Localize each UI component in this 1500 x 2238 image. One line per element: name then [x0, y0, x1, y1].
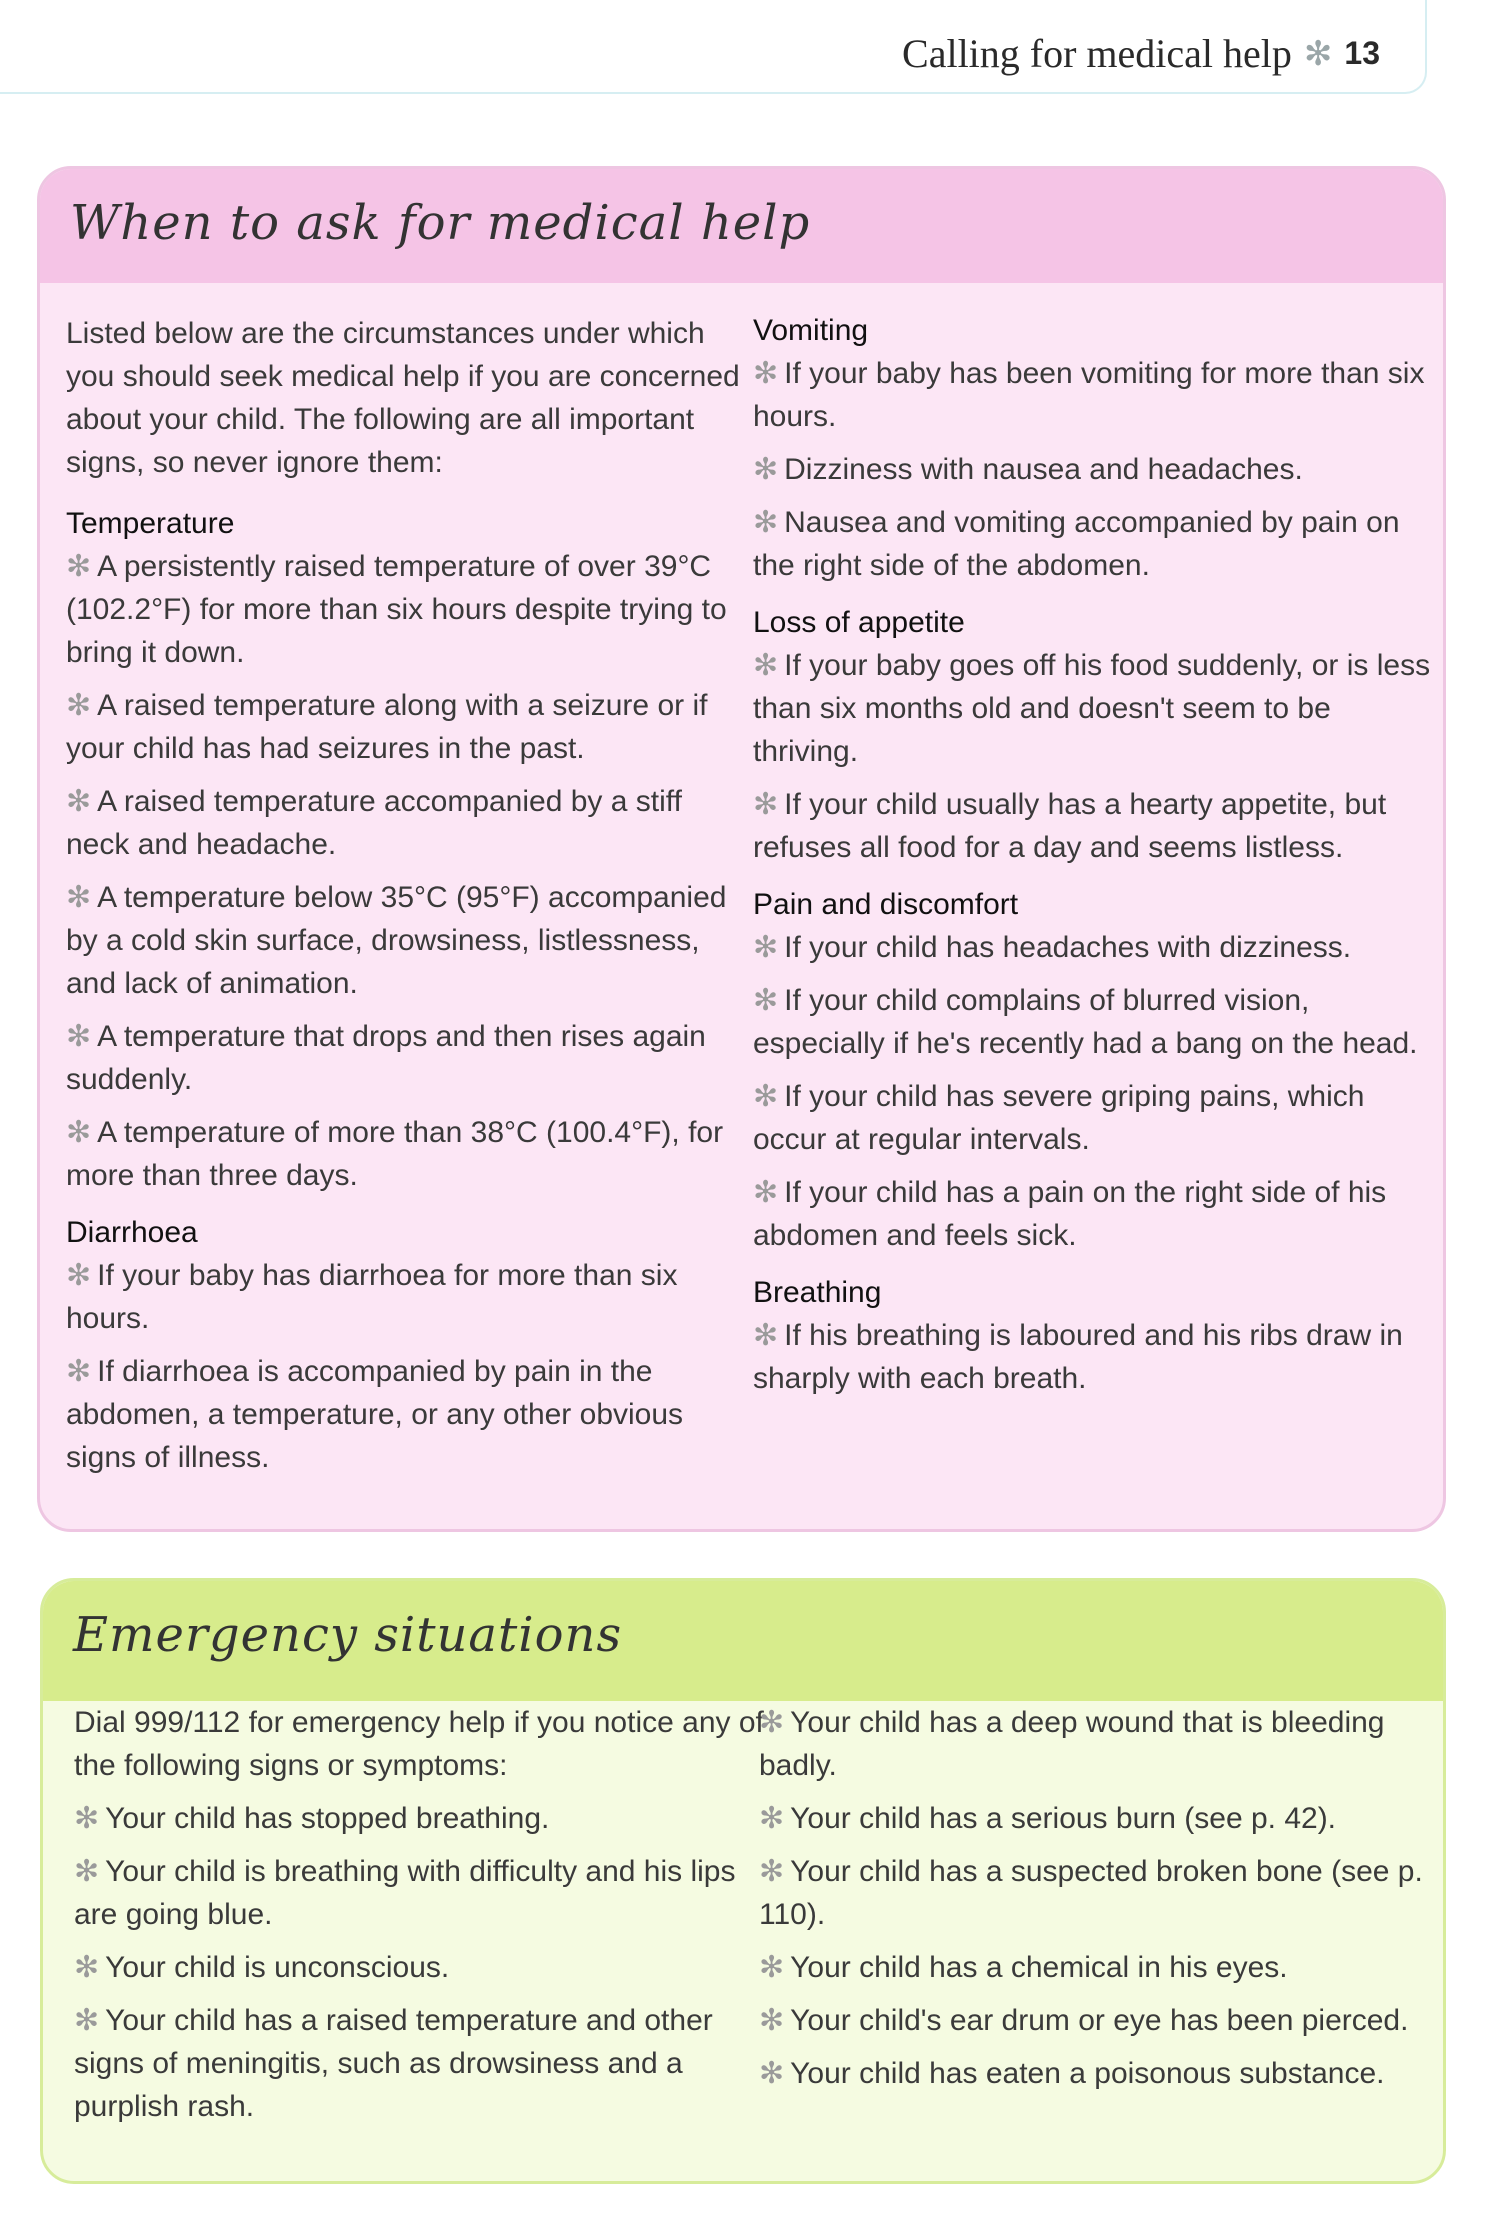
- list-item: ✻ If your baby goes off his food suddenly, or is less than six months old and doesn't seem to be thriving.: [753, 648, 1431, 768]
- asterisk-icon: ✻: [759, 1801, 785, 1836]
- asterisk-icon: ✻: [74, 1950, 100, 1985]
- asterisk-icon: ✻: [74, 1854, 100, 1889]
- asterisk-icon: ✻: [753, 1318, 779, 1353]
- asterisk-icon: ✻: [753, 1175, 779, 1210]
- asterisk-icon: ✻: [66, 1258, 92, 1293]
- asterisk-icon: ✻: [66, 549, 92, 584]
- asterisk-icon: ✻: [753, 983, 779, 1018]
- section-heading-temperature: Temperature: [66, 507, 235, 540]
- section-heading-vomiting: Vomiting: [753, 314, 869, 347]
- list-item: ✻ Your child has a deep wound that is bleeding badly.: [759, 1705, 1385, 1782]
- list-item: ✻ Your child has a chemical in his eyes.: [759, 1950, 1288, 1985]
- list-item: ✻ If your child has a pain on the right side of his abdomen and feels sick.: [753, 1175, 1387, 1252]
- list-item: ✻ Your child's ear drum or eye has been pierced.: [759, 2003, 1409, 2038]
- list-item: ✻ A temperature that drops and then rises again suddenly.: [66, 1019, 706, 1096]
- emergency-intro: Dial 999/112 for emergency help if you notice any of the following signs or symptoms:: [74, 1706, 764, 1782]
- list-item: ✻ If his breathing is laboured and his ribs draw in sharply with each breath.: [753, 1318, 1403, 1395]
- section-heading-pain-and-discomfort: Pain and discomfort: [753, 888, 1019, 921]
- medical-help-right-column: [753, 309, 1433, 1410]
- asterisk-icon: ✻: [66, 688, 92, 723]
- medical-help-panel-header: [40, 169, 1443, 283]
- asterisk-icon: ✻: [74, 1801, 100, 1836]
- list-item: ✻ Dizziness with nausea and headaches.: [753, 452, 1303, 487]
- page-number: 13: [1344, 35, 1380, 71]
- asterisk-icon: ✻: [753, 1079, 779, 1114]
- list-item: ✻ If your child complains of blurred vision, especially if he's recently had a bang on the head.: [753, 983, 1418, 1060]
- medical-help-panel: [37, 166, 1446, 1532]
- emergency-panel: [40, 1578, 1446, 2184]
- list-item: ✻ Your child has a suspected broken bone (see p. 110).: [759, 1854, 1423, 1931]
- asterisk-icon: ✻: [66, 1019, 92, 1054]
- list-item: ✻ A temperature below 35°C (95°F) accompanied by a cold skin surface, drowsiness, listlessness, and lack of animation.: [66, 880, 727, 1000]
- list-item: ✻ If your child usually has a hearty appetite, but refuses all food for a day and seems listless.: [753, 787, 1387, 864]
- list-item: ✻ Your child is unconscious.: [74, 1950, 450, 1985]
- list-item: ✻ Your child is breathing with difficulty and his lips are going blue.: [74, 1854, 736, 1931]
- page-header: [902, 30, 1380, 77]
- asterisk-icon: ✻: [753, 787, 779, 822]
- asterisk-icon: ✻: [753, 930, 779, 965]
- asterisk-icon: ✻: [74, 2003, 100, 2038]
- medical-help-intro: Listed below are the circumstances under which you should seek medical help if you are concerned about your child. The following are all important signs, so never ignore them:: [66, 317, 740, 479]
- emergency-title: Emergency situations: [73, 1607, 623, 1663]
- list-item: ✻ Your child has a serious burn (see p. 42).: [759, 1801, 1337, 1836]
- list-item: ✻ Nausea and vomiting accompanied by pain on the right side of the abdomen.: [753, 505, 1400, 582]
- list-item: ✻ Your child has a raised temperature and other signs of meningitis, such as drowsiness and a purplish rash.: [74, 2003, 713, 2123]
- list-item: ✻ If your baby has diarrhoea for more than six hours.: [66, 1258, 678, 1335]
- asterisk-icon: ✻: [753, 356, 779, 391]
- asterisk-icon: ✻: [66, 784, 92, 819]
- list-item: ✻ If your child has headaches with dizziness.: [753, 930, 1352, 965]
- asterisk-icon: ✻: [66, 880, 92, 915]
- list-item: ✻ A persistently raised temperature of over 39°C (102.2°F) for more than six hours despite trying to bring it down.: [66, 549, 727, 669]
- asterisk-icon: ✻: [753, 648, 779, 683]
- emergency-right-column: [759, 1701, 1439, 2105]
- asterisk-icon: ✻: [1303, 33, 1333, 74]
- section-heading-diarrhoea: Diarrhoea: [66, 1216, 198, 1249]
- list-item: ✻ Your child has eaten a poisonous substance.: [759, 2056, 1385, 2091]
- asterisk-icon: ✻: [759, 2056, 785, 2091]
- asterisk-icon: ✻: [759, 1705, 785, 1740]
- emergency-panel-header: [43, 1581, 1443, 1701]
- list-item: ✻ If your baby has been vomiting for more than six hours.: [753, 356, 1425, 433]
- asterisk-icon: ✻: [759, 1950, 785, 1985]
- list-item: ✻ A raised temperature along with a seizure or if your child has had seizures in the past.: [66, 688, 708, 765]
- running-title: Calling for medical help: [902, 31, 1292, 76]
- list-item: ✻ A temperature of more than 38°C (100.4°F), for more than three days.: [66, 1115, 724, 1192]
- asterisk-icon: ✻: [753, 452, 779, 487]
- asterisk-icon: ✻: [66, 1115, 92, 1150]
- list-item: ✻ A raised temperature accompanied by a stiff neck and headache.: [66, 784, 682, 861]
- list-item: ✻ If diarrhoea is accompanied by pain in the abdomen, a temperature, or any other obvious signs of illness.: [66, 1354, 684, 1474]
- list-item: ✻ Your child has stopped breathing.: [74, 1801, 550, 1836]
- asterisk-icon: ✻: [66, 1354, 92, 1389]
- list-item: ✻ If your child has severe griping pains, which occur at regular intervals.: [753, 1079, 1365, 1156]
- section-heading-loss-of-appetite: Loss of appetite: [753, 606, 965, 639]
- section-heading-breathing: Breathing: [753, 1276, 882, 1309]
- asterisk-icon: ✻: [753, 505, 779, 540]
- emergency-left-column: [74, 1701, 764, 2138]
- medical-help-title: When to ask for medical help: [70, 195, 811, 251]
- medical-help-left-column: [66, 312, 746, 1489]
- asterisk-icon: ✻: [759, 2003, 785, 2038]
- asterisk-icon: ✻: [759, 1854, 785, 1889]
